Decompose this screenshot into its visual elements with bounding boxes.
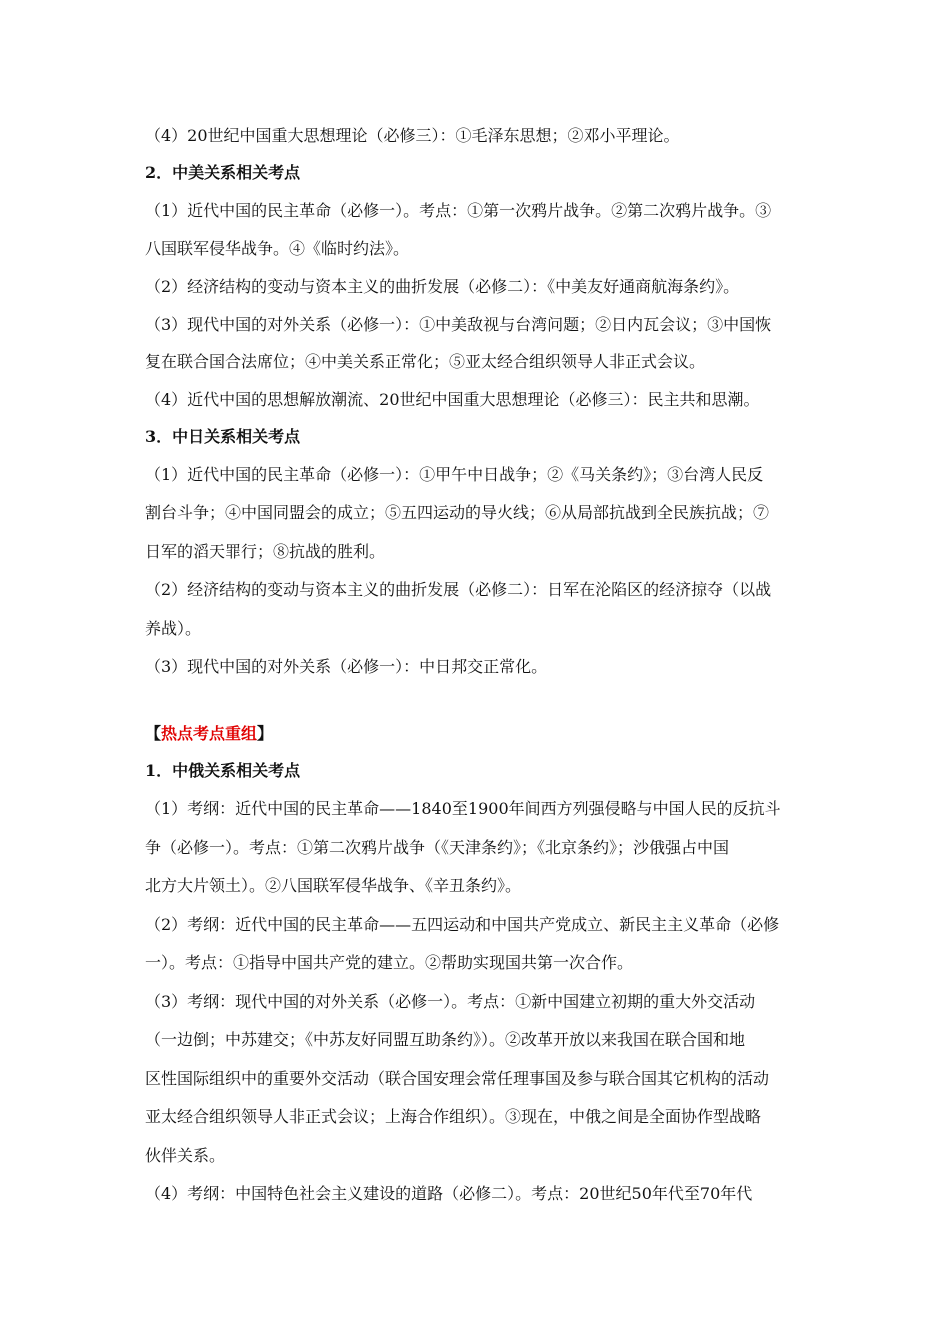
text-line: 割台斗争；④中国同盟会的成立；⑤五四运动的导火线；⑥从局部抗战到全民族抗战；⑦ [145,503,770,522]
text-line: （3）考纲：现代中国的对外关系（必修一）。考点：①新中国建立初期的重大外交活动 [145,992,756,1011]
text-line: 一）。考点：①指导中国共产党的建立。②帮助实现国共第一次合作。 [145,953,634,972]
subsection-heading-japan: 3．中日关系相关考点 [145,427,301,446]
text-line: （3）现代中国的对外关系（必修一）：①中美敌视与台湾问题；②日内瓦会议；③中国恢 [145,315,772,334]
text-line: （4）20世纪中国重大思想理论（必修三）：①毛泽东思想；②邓小平理论。 [145,126,680,145]
text-line: 北方大片领土）。②八国联军侵华战争、《辛丑条约》。 [145,876,522,895]
text-line: 养战）。 [145,619,202,638]
text-line: （2）考纲：近代中国的民主革命——五四运动和中国共产党成立、新民主主义革命（必修 [145,915,780,934]
text-line: 八国联军侵华战争。④《临时约法》。 [145,239,410,258]
text-line: （4）考纲：中国特色社会主义建设的道路（必修二）。考点：20世纪50年代至70年代 [145,1184,753,1203]
text-line: （1）近代中国的民主革命（必修一）：①甲午中日战争；②《马关条约》；③台湾人民反 [145,465,764,484]
text-line: 争（必修一）。考点：①第二次鸦片战争（《天津条约》；《北京条约》；沙俄强占中国 [145,838,730,857]
text-line: 区性国际组织中的重要外交活动（联合国安理会常任理事国及参与联合国其它机构的活动 [145,1069,770,1088]
text-line: 亚太经合组织领导人非正式会议；上海合作组织）。③现在，中俄之间是全面协作型战略 [145,1107,762,1126]
text-line: （3）现代中国的对外关系（必修一）：中日邦交正常化。 [145,657,548,676]
section-close-bracket: 】 [257,724,274,743]
text-line: （4）近代中国的思想解放潮流、20世纪中国重大思想理论（必修三）：民主共和思潮。 [145,390,760,409]
text-line: （2）经济结构的变动与资本主义的曲折发展（必修二）：《中美友好通商航海条约》。 [145,277,740,296]
subsection-heading-us: 2．中美关系相关考点 [145,163,301,182]
text-line: 伙伴关系。 [145,1146,226,1165]
section-title: 热点考点重组 [161,724,258,743]
text-line: （一边倒；中苏建交；《中苏友好同盟互助条约》）。②改革开放以来我国在联合国和地 [145,1030,746,1049]
text-line: （1）考纲：近代中国的民主革命——1840至1900年间西方列强侵略与中国人民的反抗斗 [145,799,781,818]
text-line: （1）近代中国的民主革命（必修一）。考点：①第一次鸦片战争。②第二次鸦片战争。③ [145,201,772,220]
section-open-bracket: 【 [145,724,162,743]
subsection-heading-russia: 1．中俄关系相关考点 [145,761,301,780]
text-line: 复在联合国合法席位；④中美关系正常化；⑤亚太经合组织领导人非正式会议。 [145,352,706,371]
text-line: （2）经济结构的变动与资本主义的曲折发展（必修二）：日军在沦陷区的经济掠夺（以战 [145,580,772,599]
section-heading [145,724,815,744]
text-line: 日军的滔天罪行；⑧抗战的胜利。 [145,542,386,561]
